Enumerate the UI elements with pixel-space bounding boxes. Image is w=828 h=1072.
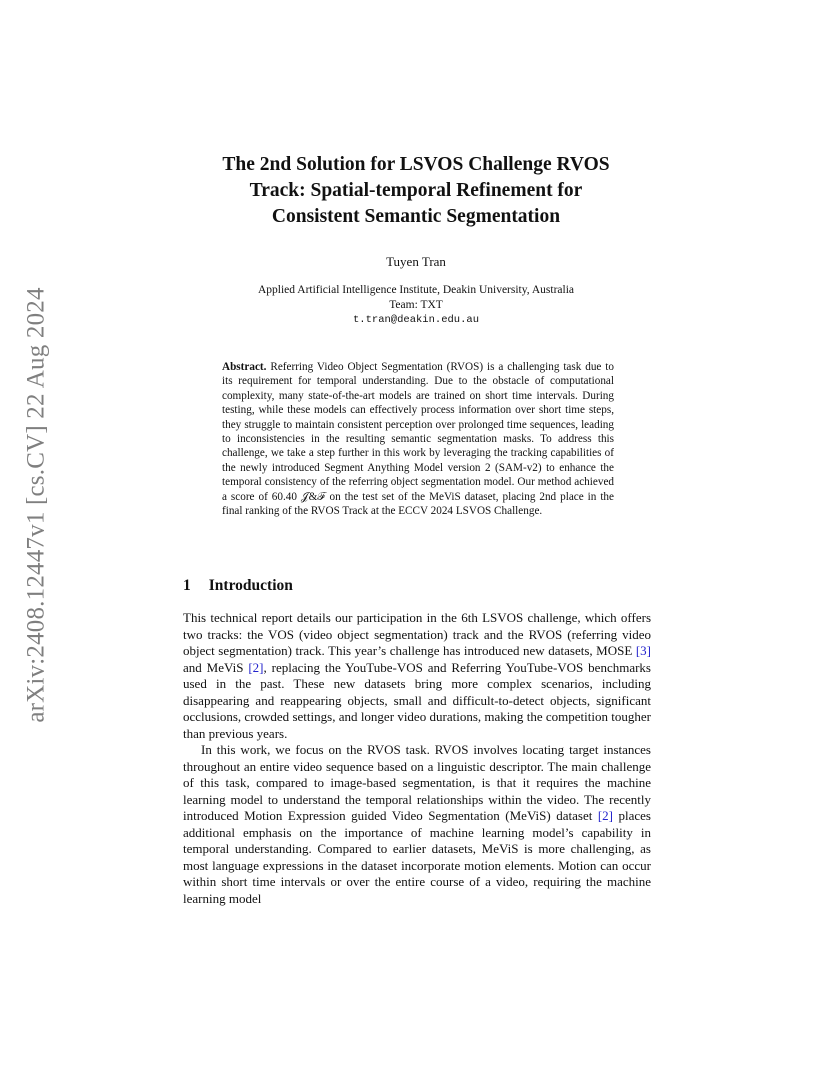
affiliation: Applied Artificial Intelligence Institute, Deakin University, Australia xyxy=(257,284,575,296)
title-line-3: Consistent Semantic Segmentation xyxy=(271,206,561,227)
arxiv-identifier-text: arXiv:2408.12447v1 [cs.CV] 22 Aug 2024 xyxy=(23,287,51,723)
paragraph-1 xyxy=(183,610,651,742)
title-line-1: The 2nd Solution for LSVOS Challenge RVOS xyxy=(222,154,610,175)
section-body xyxy=(183,610,651,907)
paragraph-2 xyxy=(183,742,651,907)
section-heading xyxy=(183,577,293,595)
paragraph-1-part-a: This technical report details our participation in the 6th LSVOS challenge, which offers two tracks: the VOS (video object segmentation) track and the RVOS (referring video object segmentation) track. This year’s challenge has introduced new datasets, MOSE xyxy=(183,610,651,658)
paragraph-1-part-c: , replacing the YouTube-VOS and Referring YouTube-VOS benchmarks used in the past. These new datasets bring more complex scenarios, including disappearing and reappearing objects, small and difficult-to-detect objects, significant occlusions, crowded settings, and longer video durations, making the competition tougher than previous years. xyxy=(183,659,651,741)
paragraph-1-part-b: and MeViS xyxy=(183,659,249,675)
paragraph-2-part-a: In this work, we focus on the RVOS task. RVOS involves locating target instances throughout an entire video sequence based on a linguistic descriptor. The main challenge of this task, compared to image-based segmentation, is that it requires the machine learning model to understand the temporal relationships within the video. The recently introduced Motion Expression guided Video Segmentation (MeViS) dataset xyxy=(183,742,651,823)
paper-title xyxy=(180,152,652,230)
citation-link-mevis-2[interactable]: [2] xyxy=(597,808,613,823)
author-name: Tuyen Tran xyxy=(386,254,446,269)
paragraph-2-part-b: places additional emphasis on the importance of machine learning model’s capability in temporal understanding. Compared to earlier datasets, MeViS is more challenging, as most language expressions in the dataset incorporate motion elements. Motion can occur within short time intervals or over the entire course of a video, requiring the machine learning model xyxy=(183,808,651,906)
author-email: t.tran@deakin.edu.au xyxy=(352,314,480,326)
section-title: Introduction xyxy=(208,577,293,594)
abstract-label: Abstract. xyxy=(222,361,267,373)
abstract xyxy=(222,360,614,518)
arxiv-identifier-stamp xyxy=(20,280,54,730)
citation-link-mose[interactable]: [3] xyxy=(635,643,651,658)
section-number: 1 xyxy=(183,577,191,594)
title-line-2: Track: Spatial-temporal Refinement for xyxy=(249,180,583,201)
abstract-text: Referring Video Object Segmentation (RVOS) is a challenging task due to its requirement for temporal understanding. Due to the obstacle of computational complexity, many state-of-the-art models are trained on short time intervals. During testing, while these models can effectively process information over short time steps, they struggle to maintain consistent perception over prolonged time sequences, leading to inconsistencies in the resulting semantic segmentation masks. To address this challenge, we take a step further in this work by leveraging the tracking capabilities of the newly introduced Segment Anything Model version 2 (SAM-v2) to enhance the temporal consistency of the referring object segmentation model. Our method achieved a score of 60.40 𝒥&ℱ on the test set of the MeViS dataset, placing 2nd place in the final ranking of the RVOS Track at the ECCV 2024 LSVOS Challenge. xyxy=(222,361,615,518)
team-name: Team: TXT xyxy=(389,299,443,311)
citation-link-mevis[interactable]: [2] xyxy=(248,659,264,675)
author-affiliation-block xyxy=(180,283,652,328)
